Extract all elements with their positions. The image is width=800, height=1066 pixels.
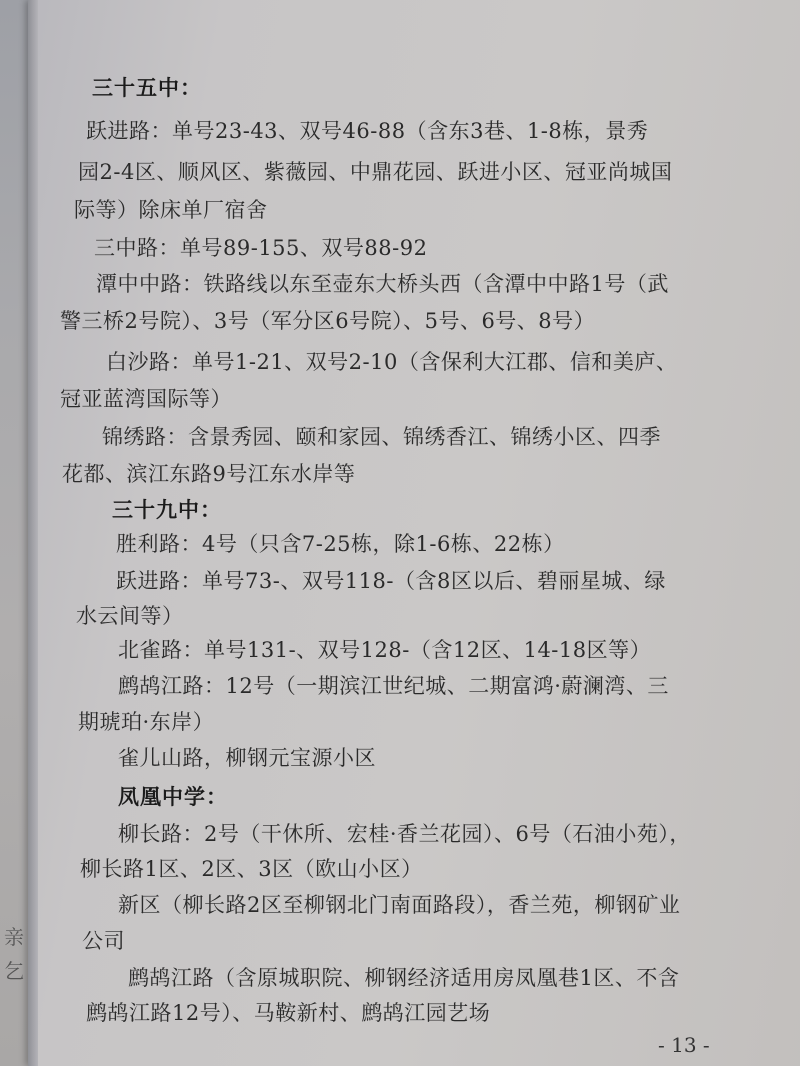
text-line: 跃进路：单号23-43、双号46-88（含东3巷、1-8栋，景秀 <box>86 119 649 143</box>
text-line: 潭中中路：铁路线以东至壶东大桥头西（含潭中中路1号（武 <box>96 272 669 296</box>
text-line: 柳长路：2号（干休所、宏桂·香兰花园）、6号（石油小苑）， <box>118 822 691 846</box>
margin-mark: 亲 <box>4 925 24 949</box>
page-edge <box>28 0 38 1066</box>
text-line: 胜利路：4号（只含7-25栋，除1-6栋、22栋） <box>116 532 565 556</box>
text-line: 白沙路：单号1-21、双号2-10（含保利大江郡、信和美庐、 <box>106 350 678 374</box>
text-line: 鹧鸪江路：12号（一期滨江世纪城、二期富鸿·蔚澜湾、三 <box>118 674 669 698</box>
text-line: 鹧鸪江路12号）、马鞍新村、鹧鸪江园艺场 <box>86 1001 491 1025</box>
text-line: 期琥珀·东岸） <box>78 710 215 734</box>
margin-marks <box>4 920 24 988</box>
text-line: 雀儿山路，柳钢元宝源小区 <box>118 746 376 770</box>
section-heading-39: 三十九中： <box>112 497 222 522</box>
text-line: 柳长路1区、2区、3区（欧山小区） <box>80 857 423 881</box>
page-number: - 13 - <box>658 1033 710 1057</box>
text-line: 北雀路：单号131-、双号128-（含12区、14-18区等） <box>118 638 652 662</box>
text-line: 冠亚蓝湾国际等） <box>60 387 232 411</box>
text-line: 花都、滨江东路9号江东水岸等 <box>62 462 356 486</box>
text-line: 跃进路：单号73-、双号118-（含8区以后、碧丽星城、绿 <box>116 569 666 593</box>
text-line: 新区（柳长路2区至柳钢北门南面路段），香兰苑，柳钢矿业 <box>118 893 681 917</box>
text-line: 水云间等） <box>76 604 184 628</box>
section-heading-35: 三十五中： <box>92 75 202 100</box>
text-line: 际等）除床单厂宿舍 <box>74 198 268 222</box>
text-line: 公司 <box>82 929 125 953</box>
text-line: 鹧鸪江路（含原城职院、柳钢经济适用房凤凰巷1区、不含 <box>128 966 680 990</box>
section-heading-fenghuang: 凤凰中学： <box>118 784 228 809</box>
text-line: 锦绣路：含景秀园、颐和家园、锦绣香江、锦绣小区、四季 <box>102 425 661 449</box>
text-line: 园2-4区、顺风区、紫薇园、中鼎花园、跃进小区、冠亚尚城国 <box>78 160 673 184</box>
text-line: 三中路：单号89-155、双号88-92 <box>94 236 428 260</box>
text-line: 警三桥2号院）、3号（军分区6号院）、5号、6号、8号） <box>60 309 596 333</box>
margin-mark: 乞 <box>4 959 24 983</box>
